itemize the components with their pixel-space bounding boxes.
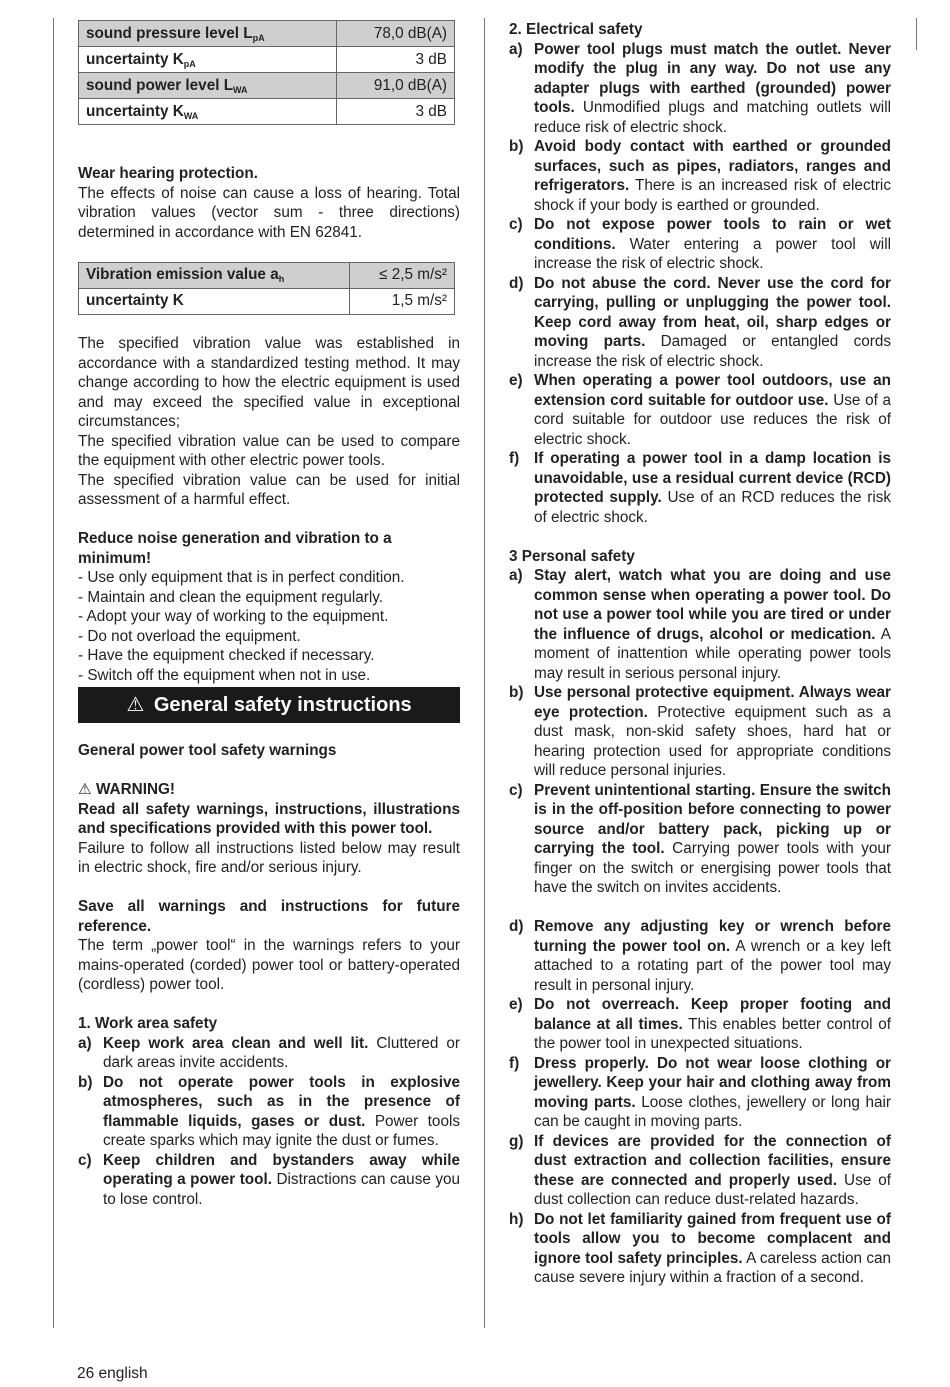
list-item bbox=[509, 1054, 891, 1132]
spec-value: ≤ 2,5 m/s² bbox=[349, 262, 454, 288]
list-item bbox=[509, 215, 891, 274]
list-item bbox=[509, 566, 891, 683]
list-item bbox=[509, 137, 891, 215]
item-letter: h) bbox=[509, 1210, 524, 1228]
spec-label-text: uncertainty K bbox=[86, 102, 184, 120]
table-row bbox=[79, 99, 455, 125]
general-warnings-heading: General power tool safety warnings bbox=[78, 742, 337, 759]
item-text bbox=[103, 1151, 460, 1210]
item-plain-text: Carrying power tools with your finger on the switch or energising power tools that have the switch on invites accidents. bbox=[534, 840, 891, 896]
item-plain-text: Unmodified plugs and matching outlets will reduce risk of electric shock. bbox=[534, 99, 891, 136]
item-letter: e) bbox=[509, 996, 523, 1013]
spec-value: 78,0 dB(A) bbox=[337, 21, 455, 47]
item-bold-text: If devices are provided for the connection of dust extraction and collection facilities, ensure these are connected and properly used. bbox=[534, 1132, 891, 1189]
list-item: - Maintain and clean the equipment regularly. bbox=[78, 588, 383, 606]
item-bold-text: Do not expose power tools to rain or wet conditions. bbox=[534, 216, 891, 253]
item-bold-text: Use personal protective equipment. Always wear eye protection. bbox=[534, 684, 891, 721]
item-bold-text: Stay alert, watch what you are doing and use common sense when operating a power tool. Do not use a power tool while you are tired or under the influence of drugs, alcohol or medication. bbox=[534, 567, 891, 643]
left-column-rule bbox=[53, 18, 54, 1328]
item-text bbox=[103, 1034, 460, 1073]
spec-label-text: sound pressure level L bbox=[86, 24, 253, 42]
item-letter: a) bbox=[509, 567, 523, 584]
item-letter: b) bbox=[509, 138, 524, 155]
vibration-paragraph-3: The specified vibration value can be used for initial assessment of a harmful effect. bbox=[78, 471, 460, 508]
list-item bbox=[509, 449, 891, 527]
item-plain-text: Use of a cord suitable for outdoor use reduces the risk of electric shock. bbox=[534, 391, 892, 448]
item-bold-text: Do not abuse the cord. Never use the cord for carrying, pulling or unplugging the power tool. Keep cord away from heat, oil, sharp edges or moving parts. bbox=[534, 274, 891, 350]
electrical-list bbox=[509, 40, 891, 528]
banner-title: General safety instructions bbox=[153, 694, 412, 716]
item-plain-text: Protective equipment such as a dust mask, non-skid safety shoes, hard hat or hearing protection used for appropriate conditions will reduce personal injuries. bbox=[534, 703, 891, 779]
spec-label-subscript: h bbox=[278, 274, 285, 285]
item-letter: f) bbox=[509, 1054, 520, 1072]
save-bold-text: Save all warnings and instructions for future reference. bbox=[78, 898, 460, 935]
right-edge-rule bbox=[916, 18, 917, 50]
spec-label bbox=[79, 288, 350, 314]
warning-label-line bbox=[78, 780, 460, 800]
spec-value: 91,0 dB(A) bbox=[337, 73, 455, 99]
spec-label bbox=[79, 73, 337, 99]
vibration-spec-table bbox=[78, 262, 455, 315]
right-column bbox=[509, 20, 891, 1288]
item-letter: c) bbox=[78, 1151, 92, 1169]
table-row bbox=[79, 73, 455, 99]
spec-label-subscript: pA bbox=[252, 32, 265, 43]
list-item bbox=[78, 1034, 460, 1073]
list-item bbox=[509, 1132, 891, 1210]
list-item bbox=[509, 1210, 891, 1288]
spec-label-text: sound power level L bbox=[86, 76, 234, 94]
reduce-heading: Reduce noise generation and vibration to a minimum! bbox=[78, 530, 392, 567]
spec-label-subscript: pA bbox=[183, 58, 196, 69]
item-bold-text: If operating a power tool in a damp location is unavoidable, use a residual current device (RCD) protected supply. bbox=[534, 450, 891, 506]
item-text bbox=[534, 1132, 891, 1210]
item-plain-text: A careless action can cause severe injury within a fraction of a second. bbox=[534, 1249, 892, 1286]
item-plain-text: Use of dust collection can reduce dust-related hazards. bbox=[534, 1171, 892, 1208]
list-item: - Have the equipment checked if necessary. bbox=[78, 647, 375, 664]
item-text bbox=[103, 1073, 460, 1151]
vibration-paragraph-2: The specified vibration value can be used to compare the equipment with other electric power tools. bbox=[78, 432, 460, 469]
item-bold-text: Do not operate power tools in explosive atmospheres, such as in the presence of flammable liquids, gases or dust. bbox=[103, 1073, 460, 1130]
item-letter: g) bbox=[509, 1132, 524, 1150]
spec-label bbox=[79, 99, 337, 125]
spec-label-text: uncertainty K bbox=[86, 292, 184, 310]
item-text bbox=[534, 995, 891, 1054]
personal-list bbox=[509, 566, 891, 1288]
list-item bbox=[509, 40, 891, 138]
table-row bbox=[79, 47, 455, 73]
table-row bbox=[79, 21, 455, 47]
left-column bbox=[78, 20, 460, 1209]
item-bold-text: Do not let familiarity gained from frequent use of tools allow you to become complacent and ignore tool safety principles. bbox=[534, 1210, 891, 1267]
item-letter: c) bbox=[509, 781, 523, 799]
item-letter: d) bbox=[509, 274, 524, 292]
item-letter: c) bbox=[509, 216, 523, 233]
item-plain-text: A moment of inattention while operating power tools may result in serious personal injury. bbox=[534, 625, 891, 682]
item-text bbox=[534, 274, 891, 372]
reduce-list bbox=[78, 568, 460, 685]
warning-label: WARNING! bbox=[95, 781, 175, 798]
item-text bbox=[534, 40, 891, 138]
list-item bbox=[509, 274, 891, 372]
spec-label-subscript: WA bbox=[233, 84, 248, 95]
list-item: - Switch off the equipment when not in use. bbox=[78, 666, 371, 684]
item-bold-text: Avoid body contact with earthed or grounded surfaces, such as pipes, radiators, ranges and refrigerators. bbox=[534, 138, 891, 194]
spec-label-text: uncertainty K bbox=[86, 50, 184, 68]
item-letter: b) bbox=[78, 1073, 93, 1091]
item-plain-text: This enables better control of the power tool in unexpected situations. bbox=[534, 1015, 891, 1052]
item-plain-text: Loose clothes, jewellery or long hair can be caught in moving parts. bbox=[534, 1093, 892, 1130]
list-item bbox=[509, 683, 891, 781]
item-plain-text: Power tools create sparks which may ignite the dust or fumes. bbox=[103, 1112, 460, 1149]
spec-label bbox=[79, 47, 337, 73]
item-text bbox=[534, 371, 891, 449]
item-text bbox=[534, 137, 891, 215]
electrical-heading: 2. Electrical safety bbox=[509, 21, 643, 38]
item-letter: e) bbox=[509, 372, 523, 389]
item-letter: b) bbox=[509, 684, 524, 701]
work-area-list bbox=[78, 1034, 460, 1210]
item-bold-text: Power tool plugs must match the outlet. Never modify the plug in any way. Do not use any adapter plugs with earthed (grounded) power tools. bbox=[534, 40, 891, 116]
item-letter: f) bbox=[509, 450, 520, 467]
item-bold-text: Do not overreach. Keep proper footing and balance at all times. bbox=[534, 996, 891, 1033]
item-plain-text: A wrench or a key left attached to a rotating part of the power tool may result in personal injury. bbox=[534, 937, 891, 994]
list-item: - Use only equipment that is in perfect condition. bbox=[78, 569, 405, 586]
hearing-heading: Wear hearing protection. bbox=[78, 165, 258, 182]
item-plain-text: Damaged or entangled cords increase the risk of electric shock. bbox=[534, 333, 891, 370]
item-letter: a) bbox=[78, 1034, 92, 1052]
item-text bbox=[534, 566, 891, 683]
hearing-text: The effects of noise can cause a loss of hearing. Total vibration values (vector sum - three directions) determined in accordance with EN 62841. bbox=[78, 184, 460, 241]
item-bold-text: Keep children and bystanders away while operating a power tool. bbox=[103, 1151, 460, 1188]
spacer bbox=[509, 898, 891, 918]
spec-label-subscript: WA bbox=[183, 110, 199, 121]
item-bold-text: When operating a power tool outdoors, use an extension cord suitable for outdoor use. bbox=[534, 372, 891, 409]
warning-text: Failure to follow all instructions listed below may result in electric shock, fire and/or serious injury. bbox=[78, 839, 460, 876]
item-bold-text: Keep work area clean and well lit. bbox=[103, 1034, 369, 1052]
item-text bbox=[534, 683, 891, 781]
middle-column-rule bbox=[484, 18, 485, 1328]
list-item bbox=[509, 995, 891, 1054]
item-plain-text: Water entering a power tool will increase the risk of electric shock. bbox=[534, 235, 891, 272]
sound-spec-table bbox=[78, 20, 455, 125]
spec-value: 3 dB bbox=[337, 47, 455, 73]
item-plain-text: There is an increased risk of electric shock if your body is earthed or grounded. bbox=[534, 177, 891, 214]
item-bold-text: Prevent unintentional starting. Ensure the switch is in the off-position before connecting to power source and/or battery pack, picking up or carrying the tool. bbox=[534, 781, 891, 857]
warning-triangle-icon: ⚠ bbox=[126, 694, 145, 716]
list-item bbox=[78, 1073, 460, 1151]
item-text bbox=[534, 449, 891, 527]
spec-value: 1,5 m/s² bbox=[349, 288, 454, 314]
item-plain-text: Use of an RCD reduces the risk of electric shock. bbox=[534, 489, 892, 526]
item-text bbox=[534, 1210, 891, 1288]
table-row bbox=[79, 288, 455, 314]
item-letter: a) bbox=[509, 40, 523, 58]
work-area-heading: 1. Work area safety bbox=[78, 1015, 218, 1032]
spec-value: 3 dB bbox=[337, 99, 455, 125]
list-item bbox=[509, 917, 891, 995]
page-footer: 26 english bbox=[77, 1365, 148, 1382]
list-item bbox=[78, 1151, 460, 1210]
item-text bbox=[534, 1054, 891, 1132]
vibration-paragraph-1: The specified vibration value was established in accordance with a standardized testing method. It may change according to how the electric equipment is used and may exceed the specified value in exceptional circumstances; bbox=[78, 335, 460, 430]
general-safety-banner bbox=[78, 687, 460, 723]
warning-triangle-icon: ⚠ bbox=[78, 781, 92, 798]
item-bold-text: Dress properly. Do not wear loose clothing or jewellery. Keep your hair and clothing away from moving parts. bbox=[534, 1054, 891, 1111]
list-item: - Do not overload the equipment. bbox=[78, 627, 301, 645]
item-text bbox=[534, 781, 891, 898]
personal-heading: 3 Personal safety bbox=[509, 547, 635, 565]
item-plain-text: Cluttered or dark areas invite accidents. bbox=[103, 1034, 461, 1071]
spec-label bbox=[79, 21, 337, 47]
item-plain-text: Distractions can cause you to lose control. bbox=[103, 1171, 460, 1208]
list-item: - Adopt your way of working to the equipment. bbox=[78, 608, 389, 625]
item-text bbox=[534, 215, 891, 274]
spec-label bbox=[79, 262, 350, 288]
item-letter: d) bbox=[509, 918, 524, 935]
warning-bold-text: Read all safety warnings, instructions, illustrations and specifications provided with this power tool. bbox=[78, 800, 460, 837]
table-row bbox=[79, 262, 455, 288]
save-text: The term „power tool“ in the warnings refers to your mains-operated (corded) power tool or battery-operated (cordless) power tool. bbox=[78, 937, 460, 993]
spec-label-text: Vibration emission value a bbox=[86, 266, 279, 284]
list-item bbox=[509, 371, 891, 449]
list-item bbox=[509, 781, 891, 898]
item-text bbox=[534, 917, 891, 995]
item-bold-text: Remove any adjusting key or wrench before turning the power tool on. bbox=[534, 918, 891, 955]
